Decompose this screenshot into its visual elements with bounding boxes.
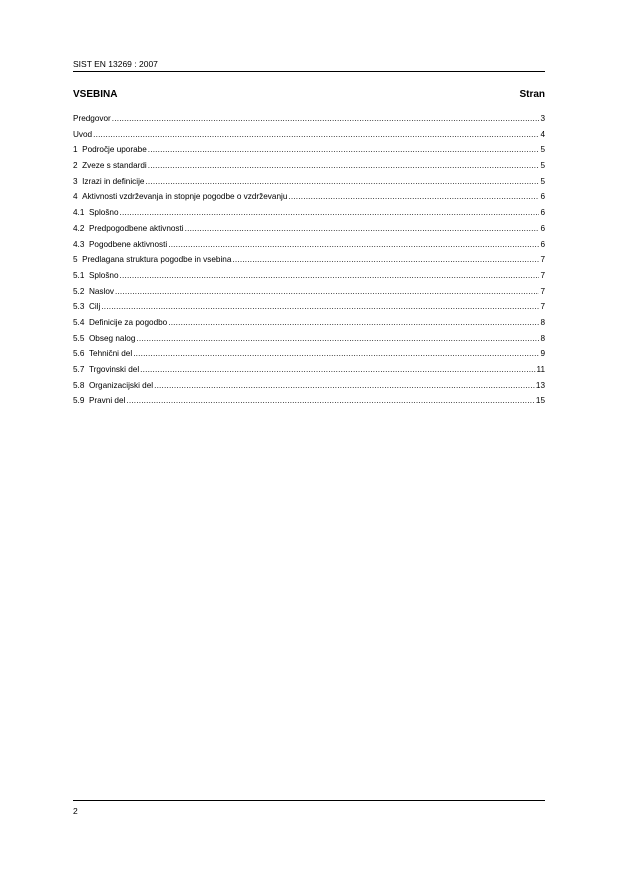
toc-leader-dots <box>115 284 539 300</box>
toc-leader-dots <box>133 346 539 362</box>
toc-entry[interactable] <box>73 346 545 362</box>
toc-entry-title: Uvod <box>73 129 93 139</box>
toc-entry[interactable] <box>73 268 545 284</box>
toc-leader-dots <box>112 111 540 127</box>
toc-entry-number: 2 <box>73 161 83 171</box>
page-number: 2 <box>73 806 78 816</box>
toc-entry-number: 5.6 <box>73 349 89 359</box>
toc-entry-title: Pogodbene aktivnosti <box>88 239 168 249</box>
footer-divider <box>73 800 545 801</box>
toc-leader-dots <box>148 158 540 174</box>
toc-entry-page: 7 <box>540 286 545 296</box>
toc-entry[interactable] <box>73 331 545 347</box>
toc-entry-number: 3 <box>73 176 83 186</box>
toc-entry-number: 5.2 <box>73 286 89 296</box>
toc-entry-page: 5 <box>540 145 545 155</box>
toc-leader-dots <box>288 189 539 205</box>
toc-entry-title: Splošno <box>88 270 119 280</box>
toc-leader-dots <box>140 362 535 378</box>
toc-entry[interactable] <box>73 127 545 143</box>
toc-entry-page: 6 <box>540 208 545 218</box>
toc-leader-dots <box>136 331 539 347</box>
toc-entry-number: 5.8 <box>73 380 89 390</box>
toc-entry-number: 5.3 <box>73 302 89 312</box>
toc-entry-page: 7 <box>540 255 545 265</box>
toc-entry-number: 4.1 <box>73 208 89 218</box>
toc-entry[interactable] <box>73 111 545 127</box>
toc-leader-dots <box>154 378 535 394</box>
toc-entry-title: Zveze s standardi <box>82 161 147 171</box>
toc-entry[interactable] <box>73 284 545 300</box>
toc-entry-page: 6 <box>540 239 545 249</box>
toc-entry[interactable] <box>73 142 545 158</box>
toc-entry-title: Predlagana struktura pogodbe in vsebina <box>82 255 232 265</box>
toc-entry-page: 7 <box>540 302 545 312</box>
toc-leader-dots <box>148 142 540 158</box>
toc-entry-page: 8 <box>540 333 545 343</box>
toc-leader-dots <box>126 393 535 409</box>
toc-entry[interactable] <box>73 362 545 378</box>
toc-entry-number: 5.5 <box>73 333 89 343</box>
toc-leader-dots <box>168 237 539 253</box>
toc-entry-title: Predgovor <box>73 114 111 123</box>
toc-leader-dots <box>120 268 540 284</box>
toc-entry-page: 6 <box>540 223 545 233</box>
toc-entry-page: 4 <box>540 129 545 139</box>
toc-entry[interactable] <box>73 315 545 331</box>
toc-leader-dots <box>168 315 539 331</box>
toc-entry-title: Cilj <box>88 302 101 312</box>
toc-entry[interactable] <box>73 189 545 205</box>
toc-entry-page: 7 <box>540 270 545 280</box>
toc-entry[interactable] <box>73 158 545 174</box>
toc-leader-dots <box>145 174 539 190</box>
toc-leader-dots <box>185 221 540 237</box>
toc-entry-title: Obseg nalog <box>88 333 136 343</box>
toc-entry-number: 1 <box>73 145 83 155</box>
toc-entry-title: Definicije za pogodbo <box>88 317 168 327</box>
toc-entry-page: 5 <box>540 161 545 171</box>
toc-entry-number: 4.3 <box>73 239 89 249</box>
toc-entry-number: 5.9 <box>73 396 89 406</box>
toc-entry[interactable] <box>73 299 545 315</box>
toc-entry[interactable] <box>73 237 545 253</box>
toc-entry-page: 8 <box>540 317 545 327</box>
toc-leader-dots <box>120 205 540 221</box>
toc-entry-title: Naslov <box>88 286 114 296</box>
toc-entry-page: 6 <box>540 192 545 202</box>
toc-entry[interactable] <box>73 205 545 221</box>
toc-entry-number: 5.7 <box>73 365 89 374</box>
toc-entry-page: 5 <box>540 176 545 186</box>
toc-entry-number: 5 <box>73 255 83 265</box>
table-of-contents <box>73 111 545 409</box>
toc-entry-title: Tehnični del <box>88 349 133 359</box>
toc-entry-page: 3 <box>540 114 545 123</box>
toc-title: VSEBINA <box>73 89 118 100</box>
toc-entry-page: 13 <box>535 380 545 390</box>
toc-leader-dots <box>101 299 539 315</box>
toc-entry-title: Izrazi in definicije <box>82 176 145 186</box>
toc-entry-number: 4.2 <box>73 223 89 233</box>
running-header: SIST EN 13269 : 2007 <box>73 59 545 72</box>
toc-entry-title: Področje uporabe <box>82 145 147 155</box>
toc-entry-title: Organizacijski del <box>88 380 154 390</box>
toc-entry-number: 5.4 <box>73 317 89 327</box>
toc-entry-page: 15 <box>535 396 545 406</box>
toc-entry-title: Pravni del <box>88 396 126 406</box>
toc-entry[interactable] <box>73 252 545 268</box>
toc-entry-title: Trgovinski del <box>88 365 140 374</box>
toc-page-column-heading: Stran <box>519 89 545 100</box>
toc-entry-title: Aktivnosti vzdrževanja in stopnje pogodbe o vzdrževanju <box>82 192 288 202</box>
toc-entry-title: Predpogodbene aktivnosti <box>88 223 184 233</box>
toc-entry-page: 11 <box>536 365 545 374</box>
toc-entry-number: 4 <box>73 192 83 202</box>
toc-leader-dots <box>232 252 539 268</box>
toc-leader-dots <box>93 127 539 143</box>
toc-entry[interactable] <box>73 393 545 409</box>
toc-entry[interactable] <box>73 174 545 190</box>
toc-entry[interactable] <box>73 221 545 237</box>
toc-entry-page: 9 <box>540 349 545 359</box>
toc-heading-row <box>73 89 545 100</box>
toc-entry[interactable] <box>73 378 545 394</box>
toc-entry-title: Splošno <box>88 208 119 218</box>
toc-entry-number: 5.1 <box>73 270 89 280</box>
